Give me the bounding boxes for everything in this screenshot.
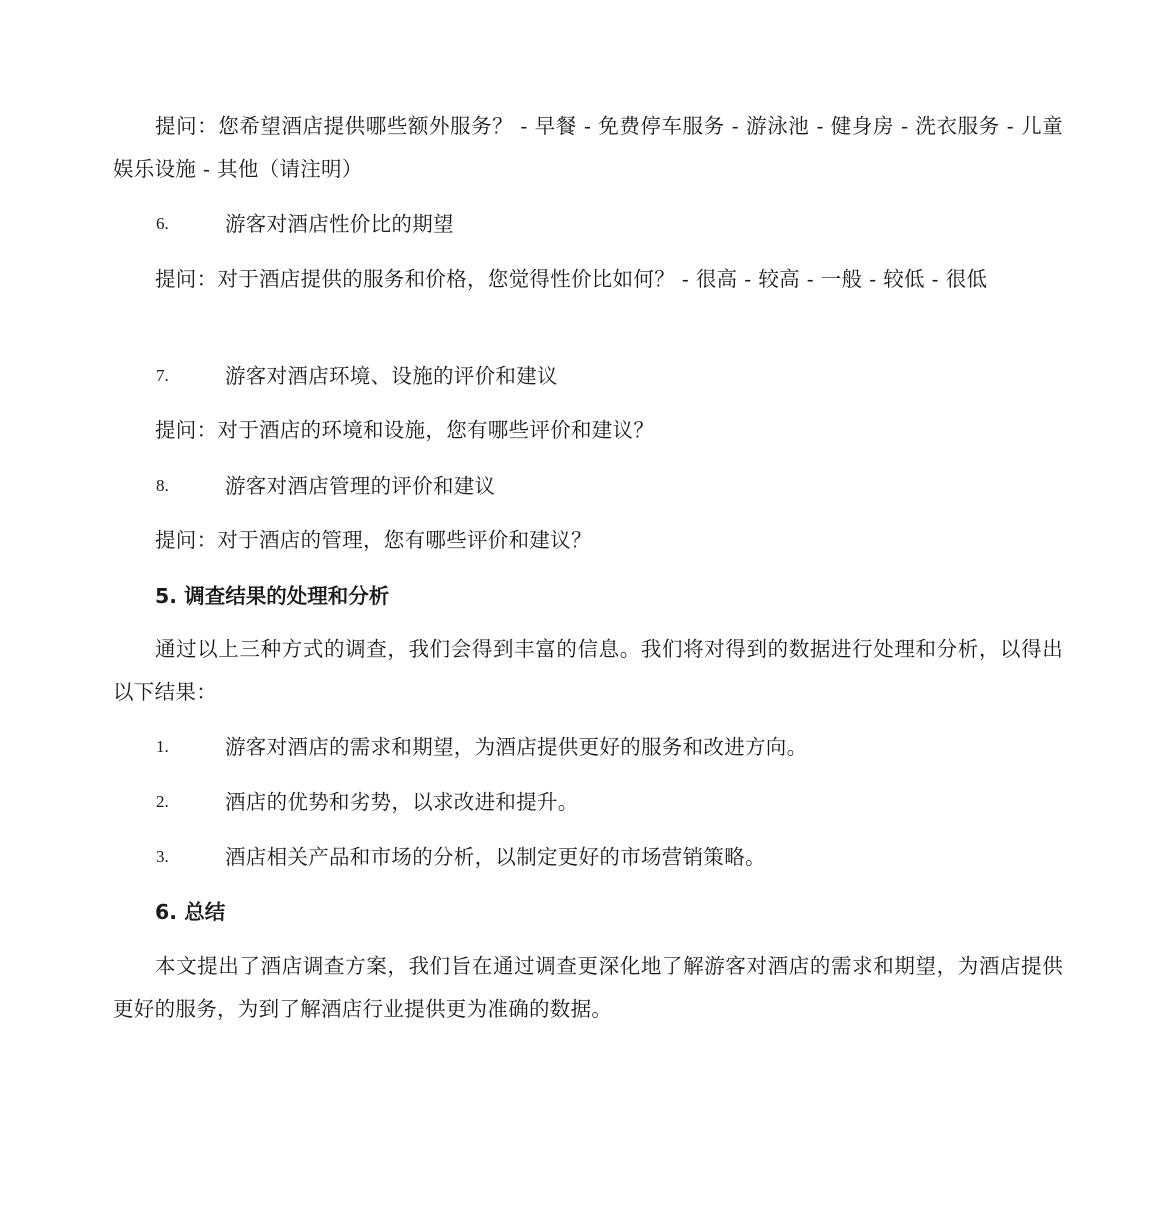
question-extra-services: 提问：您希望酒店提供哪些额外服务？ - 早餐 - 免费停车服务 - 游泳池 - 健身房 - 洗衣服务 - 儿童娱乐设施 - 其他（请注明） xyxy=(113,114,1063,181)
list-item xyxy=(0,842,950,872)
summary-paragraph: 本文提出了酒店调查方案，我们旨在通过调查更深化地了解游客对酒店的需求和期望，为酒店提供更好的服务，为到了解酒店行业提供更为准确的数据。 xyxy=(113,954,1063,1021)
list-item xyxy=(0,732,950,762)
list-item-text: 酒店的优势和劣势，以求改进和提升。 xyxy=(225,790,579,814)
list-item-number: 3. xyxy=(156,847,169,866)
list-item-number: 2. xyxy=(156,792,169,811)
list-item-number: 8. xyxy=(156,476,169,495)
question-management: 提问：对于酒店的管理，您有哪些评价和建议？ xyxy=(155,528,592,552)
list-item-text: 游客对酒店环境、设施的评价和建议 xyxy=(225,364,558,388)
section-heading-analysis: 5. 调查结果的处理和分析 xyxy=(155,584,390,608)
list-item-text: 游客对酒店性价比的期望 xyxy=(225,212,454,236)
list-item xyxy=(0,787,950,817)
question-environment: 提问：对于酒店的环境和设施，您有哪些评价和建议？ xyxy=(155,418,655,442)
list-item xyxy=(0,361,950,391)
list-item-text: 游客对酒店的需求和期望，为酒店提供更好的服务和改进方向。 xyxy=(225,735,808,759)
list-item-text: 酒店相关产品和市场的分析，以制定更好的市场营销策略。 xyxy=(225,845,766,869)
analysis-intro-paragraph: 通过以上三种方式的调查，我们会得到丰富的信息。我们将对得到的数据进行处理和分析，以得出以下结果： xyxy=(113,637,1063,704)
list-item-text: 游客对酒店管理的评价和建议 xyxy=(225,474,496,498)
list-item xyxy=(0,209,950,239)
section-heading-summary: 6. 总结 xyxy=(155,900,226,924)
question-value-for-money: 提问：对于酒店提供的服务和价格，您觉得性价比如何？ - 很高 - 较高 - 一般 - 较低 - 很低 xyxy=(155,267,988,291)
list-item xyxy=(0,471,950,501)
list-item-number: 6. xyxy=(156,214,169,233)
list-item-number: 7. xyxy=(156,366,169,385)
list-item-number: 1. xyxy=(156,737,169,756)
